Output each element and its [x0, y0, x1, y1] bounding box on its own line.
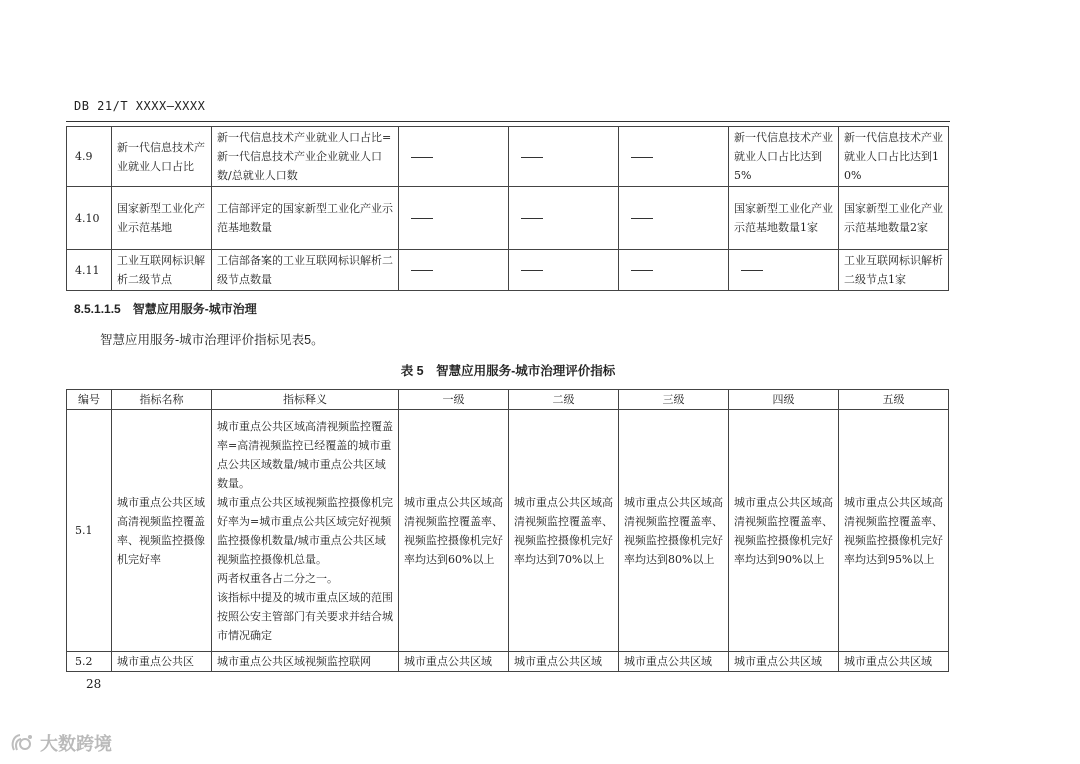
level-4-cell: 城市重点公共区域	[729, 652, 839, 672]
header-description: 指标释义	[212, 390, 399, 410]
watermark-text: 大数跨境	[40, 734, 112, 754]
indicator-name: 国家新型工业化产业示范基地	[112, 187, 212, 250]
indicator-name: 城市重点公共区	[112, 652, 212, 672]
top-table	[66, 126, 949, 291]
level-four-cell: 新一代信息技术产业就业人口占比达到5%	[729, 127, 839, 187]
indicator-description: 工信部备案的工业互联网标识解析二级节点数量	[212, 250, 399, 291]
dash-cell	[399, 127, 509, 187]
page-number: 28	[86, 677, 102, 691]
watermark-logo-icon	[10, 732, 34, 754]
table-row	[67, 127, 949, 187]
indicator-name: 工业互联网标识解析二级节点	[112, 250, 212, 291]
indicator-name: 城市重点公共区域高清视频监控覆盖率、视频监控摄像机完好率	[112, 410, 212, 652]
description-paragraph: 城市重点公共区域高清视频监控覆盖率=高清视频监控已经覆盖的城市重点公共区域数量/城市重点公共区域数量。	[217, 419, 393, 490]
header-level-4: 四级	[729, 390, 839, 410]
table-caption: 表 5 智慧应用服务-城市治理评价指标	[400, 364, 616, 378]
dash-cell	[619, 250, 729, 291]
header-number: 编号	[67, 390, 112, 410]
indicator-description: 工信部评定的国家新型工业化产业示范基地数量	[212, 187, 399, 250]
row-number: 4.10	[67, 187, 112, 250]
table-row	[67, 250, 949, 291]
header-name: 指标名称	[112, 390, 212, 410]
description-paragraph: 城市重点公共区域视频监控摄像机完好率为=城市重点公共区域完好视频监控摄像机数量/城市重点公共区域视频监控摄像机总量。	[217, 495, 393, 566]
dash-cell	[509, 127, 619, 187]
dash-cell	[399, 250, 509, 291]
level-2-cell: 城市重点公共区域高清视频监控覆盖率、视频监控摄像机完好率均达到70%以上	[509, 410, 619, 652]
level-five-cell: 国家新型工业化产业示范基地数量2家	[839, 187, 949, 250]
level-2-cell: 城市重点公共区域	[509, 652, 619, 672]
level-5-cell: 城市重点公共区域高清视频监控覆盖率、视频监控摄像机完好率均达到95%以上	[839, 410, 949, 652]
dash-cell	[509, 250, 619, 291]
level-4-cell: 城市重点公共区域高清视频监控覆盖率、视频监控摄像机完好率均达到90%以上	[729, 410, 839, 652]
level-five-cell: 新一代信息技术产业就业人口占比达到10%	[839, 127, 949, 187]
section-heading: 8.5.1.1.5 智慧应用服务-城市治理	[74, 302, 257, 316]
dash-cell	[729, 250, 839, 291]
header-level-3: 三级	[619, 390, 729, 410]
dash-cell	[509, 187, 619, 250]
level-5-cell: 城市重点公共区域	[839, 652, 949, 672]
description-paragraph: 该指标中提及的城市重点区域的范围按照公安主管部门有关要求并结合城市情况确定	[217, 590, 393, 642]
header-rule	[66, 121, 950, 122]
indicator-description: 新一代信息技术产业就业人口占比=新一代信息技术产业企业就业人口数/总就业人口数	[212, 127, 399, 187]
table-row	[67, 187, 949, 250]
watermark	[10, 730, 112, 756]
description-paragraph: 两者权重各占二分之一。	[217, 571, 338, 585]
table-row	[67, 410, 949, 652]
table-5	[66, 389, 949, 672]
dash-cell	[619, 127, 729, 187]
level-3-cell: 城市重点公共区域	[619, 652, 729, 672]
row-number: 4.11	[67, 250, 112, 291]
level-1-cell: 城市重点公共区域	[399, 652, 509, 672]
level-four-cell: 国家新型工业化产业示范基地数量1家	[729, 187, 839, 250]
table-row	[67, 652, 949, 672]
dash-cell	[399, 187, 509, 250]
header-level-5: 五级	[839, 390, 949, 410]
row-number: 4.9	[67, 127, 112, 187]
row-number: 5.1	[67, 410, 112, 652]
table-header-row	[67, 390, 949, 410]
header-level-2: 二级	[509, 390, 619, 410]
indicator-description: 城市重点公共区域视频监控联网	[212, 652, 399, 672]
row-number: 5.2	[67, 652, 112, 672]
level-five-cell: 工业互联网标识解析二级节点1家	[839, 250, 949, 291]
level-1-cell: 城市重点公共区域高清视频监控覆盖率、视频监控摄像机完好率均达到60%以上	[399, 410, 509, 652]
header-level-1: 一级	[399, 390, 509, 410]
indicator-name: 新一代信息技术产业就业人口占比	[112, 127, 212, 187]
dash-cell	[619, 187, 729, 250]
level-3-cell: 城市重点公共区域高清视频监控覆盖率、视频监控摄像机完好率均达到80%以上	[619, 410, 729, 652]
section-paragraph: 智慧应用服务-城市治理评价指标见表5。	[100, 333, 324, 347]
document-code: DB 21/T XXXX—XXXX	[74, 99, 206, 113]
indicator-description	[212, 410, 399, 652]
